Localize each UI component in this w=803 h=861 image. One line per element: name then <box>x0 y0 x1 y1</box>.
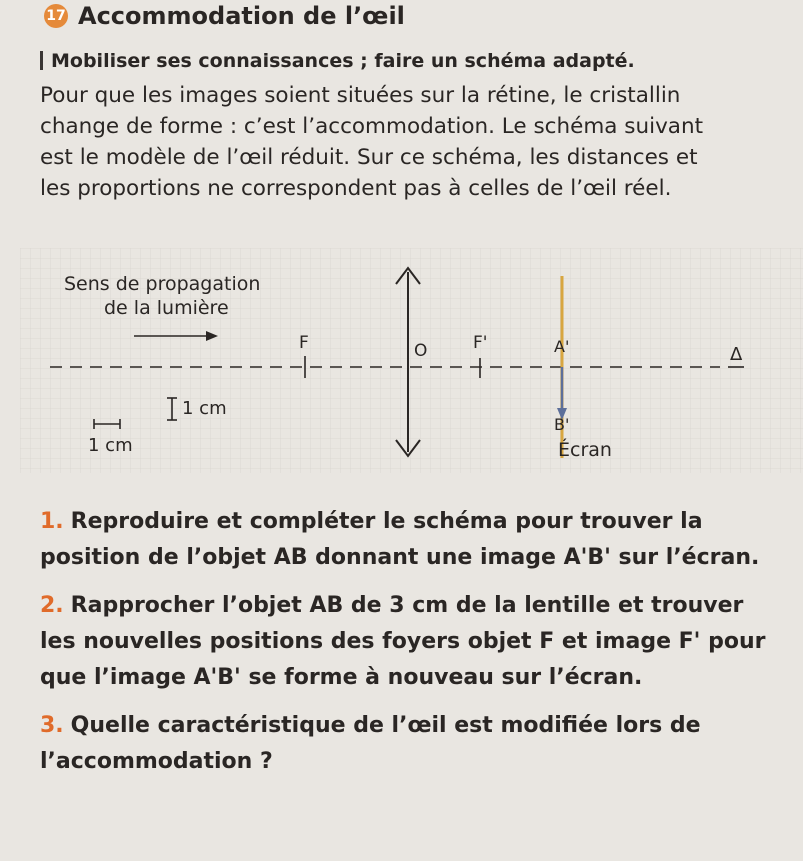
question-1 <box>40 504 780 576</box>
scale-horizontal-label: 1 cm <box>88 435 133 456</box>
question-text: Rapprocher l’objet AB de 3 cm de la lentille et trouver les nouvelles positions des foyers objet F et image F' pour que l’image A'B' se forme à nouveau sur l’écran. <box>40 593 766 690</box>
propagation-label: de la lumière <box>104 297 229 319</box>
propagation-label: Sens de propagation <box>64 273 261 295</box>
axis-label: Δ <box>730 344 743 365</box>
diagram-svg <box>20 248 803 473</box>
scale-vertical-label: 1 cm <box>182 398 227 419</box>
skill-text: Mobiliser ses connaissances ; faire un schéma adapté. <box>51 50 635 72</box>
reduced-eye-diagram <box>20 248 803 473</box>
skill-line <box>40 50 635 72</box>
focal-point-Fprime-label: F' <box>473 333 488 353</box>
intro-line: les proportions ne correspondent pas à celles de l’œil réel. <box>40 176 672 201</box>
exercise-title: Accommodation de l’œil <box>78 2 405 30</box>
question-3 <box>40 708 780 780</box>
question-2 <box>40 588 780 696</box>
intro-line: est le modèle de l’œil réduit. Sur ce schéma, les distances et <box>40 145 698 170</box>
intro-line: Pour que les images soient situées sur la rétine, le cristallin <box>40 83 681 108</box>
exercise-number-badge: 17 <box>44 4 68 28</box>
questions-list <box>40 504 780 792</box>
question-number: 2. <box>40 593 64 618</box>
exercise-header <box>44 2 405 30</box>
focal-point-F-label: F <box>299 333 309 353</box>
screen-label: Écran <box>558 439 612 461</box>
question-number: 3. <box>40 713 64 738</box>
intro-line: change de forme : c’est l’accommodation. Le schéma suivant <box>40 114 704 139</box>
image-point-Aprime-label: A' <box>554 337 570 356</box>
intro-paragraph <box>40 80 780 204</box>
lens-center-O-label: O <box>414 341 428 361</box>
skill-bar-icon <box>40 51 43 70</box>
question-text: Quelle caractéristique de l’œil est modifiée lors de l’accommodation ? <box>40 713 701 774</box>
image-point-Bprime-label: B' <box>554 415 570 434</box>
question-text: Reproduire et compléter le schéma pour trouver la position de l’objet AB donnant une image A'B' sur l’écran. <box>40 509 760 570</box>
question-number: 1. <box>40 509 64 534</box>
